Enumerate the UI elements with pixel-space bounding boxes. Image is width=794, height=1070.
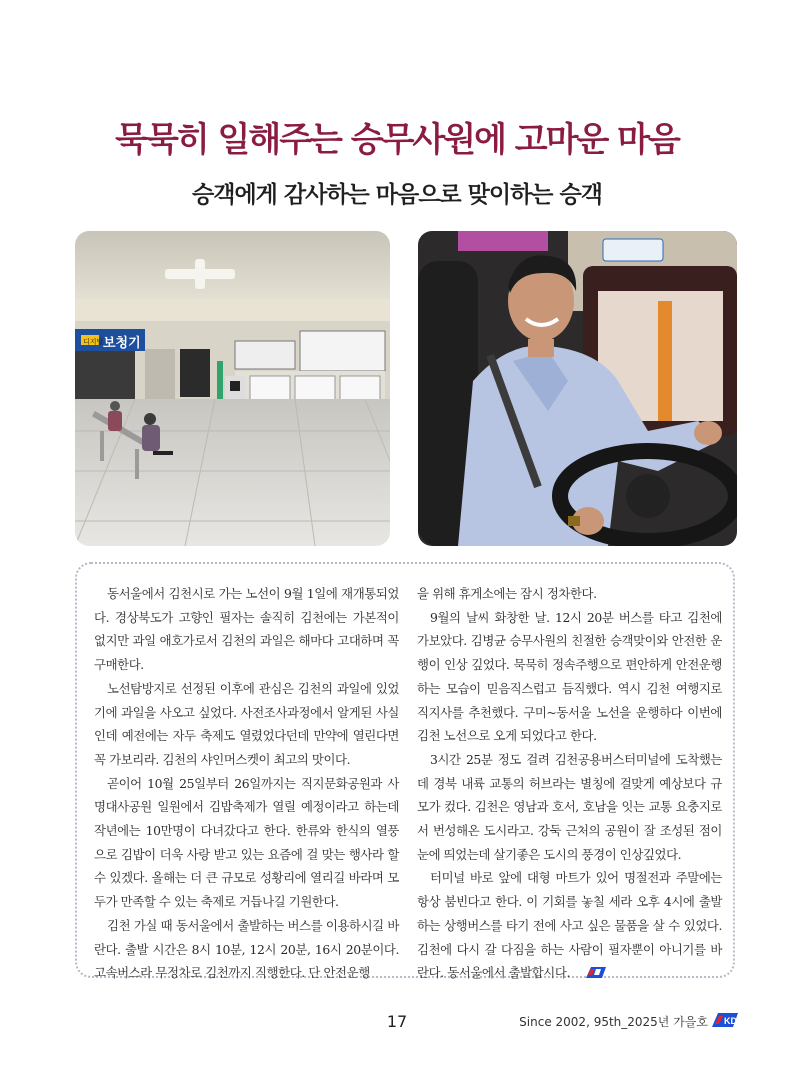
kd-logo-icon (573, 962, 606, 986)
paragraph-continuation: 을 위해 휴게소에는 잠시 정차한다. (417, 586, 597, 601)
terminal-interior-photo (75, 231, 390, 546)
paragraph-last (417, 866, 722, 985)
publication-text: Since 2002, 95th_2025년 가을호 (519, 1015, 708, 1029)
kd-logo (712, 1013, 738, 1030)
paragraph: 동서울에서 김천시로 가는 노선이 9월 1일에 재개통되었다. 경상북도가 고향인 필자는 솔직히 김천에는 가본적이 없지만 과일 애호가로서 김천의 과일은 해마다 고대하며 꼭 구매한다. (94, 586, 399, 673)
paragraph: 김천 가실 때 동서울에서 출발하는 버스를 이용하시길 바란다. 출발 시간은 8시 10분, 12시 20분, 16시 20분이다. 고속버스라 무정차로 김천까지 직행한다. 단 안전운행 (94, 917, 399, 981)
article-textbox (75, 562, 735, 981)
paragraph-text: 터미널 바로 앞에 대형 마트가 있어 명절전과 주말에는 항상 붐빈다고 한다. 이 기회를 놓칠 세라 오후 4시에 출발하는 상행버스를 타기 전에 사고 싶은 물품을 살 수 있었다. 김천에 다시 갈 다짐을 하는 사람이 필자뿐이 아니기를 바란다. 동서울에서 출발합시다. (417, 870, 722, 981)
paragraph: 3시간 25분 정도 걸려 김천공용버스터미널에 도착했는데 경북 내륙 교통의 허브라는 별칭에 걸맞게 예상보다 규모가 컸다. 김천은 영남과 호서, 호남을 잇는 교통 요충지로서 번성해온 도시라고. 강둑 근처의 공원이 잘 조성된 점이 눈에 띄었는데 살기좋은 도시의 풍경이 인상깊었다. (417, 751, 722, 862)
paragraph: 곧이어 10월 25일부터 26일까지는 직지문화공원과 사명대사공원 일원에서 김밥축제가 열릴 예정이라고 하는데 작년에는 10만명이 다녀갔다고 한다. 한류와 한식의 열풍으로 김밥이 더욱 사랑 받고 있는 요즘에 걸 맞는 행사라 할 수 있겠다. 올해는 더 큰 규모로 성황리에 열리길 바라며 모두가 만족할 수 있는 축제로 거듭나길 기원한다. (94, 775, 399, 910)
article-left-column (94, 582, 399, 985)
sign-small-text: 디지털 (83, 338, 104, 346)
article-title: 묵묵히 일해주는 승무사원에 고마운 마음 (115, 120, 679, 160)
kd-logo-text: KD (724, 1016, 737, 1026)
publication-info (519, 1013, 738, 1030)
article-subtitle: 승객에게 감사하는 마음으로 맞이하는 승객 (192, 182, 602, 208)
page-number: 17 (386, 1012, 408, 1031)
paragraph: 노선탐방지로 선정된 이후에 관심은 김천의 과일에 있었기에 과일을 사오고 싶었다. 사전조사과정에서 알게된 사실인데 예전에는 자두 축제도 열렸었다던데 만약에 열린다면 꼭 가보리라. 김천의 샤인머스켓이 최고의 맛이다. (94, 680, 399, 767)
sign-main-text: 보청기 (103, 336, 141, 351)
article-right-column (417, 582, 722, 986)
paragraph: 9월의 날씨 화창한 날. 12시 20분 버스를 타고 김천에 가보았다. 김병균 승무사원의 친절한 승객맞이와 안전한 운행이 인상 깊었다. 묵묵히 정속주행으로 편안하게 안전운행하는 모습이 믿음직스럽고 듬직했다. 역시 김천 여행지로 직지사를 추천했다. 구미~동서울 노선을 운행하다 이번에 김천 노선으로 오게 되었다고 한다. (417, 609, 722, 744)
bus-driver-photo (418, 231, 737, 546)
